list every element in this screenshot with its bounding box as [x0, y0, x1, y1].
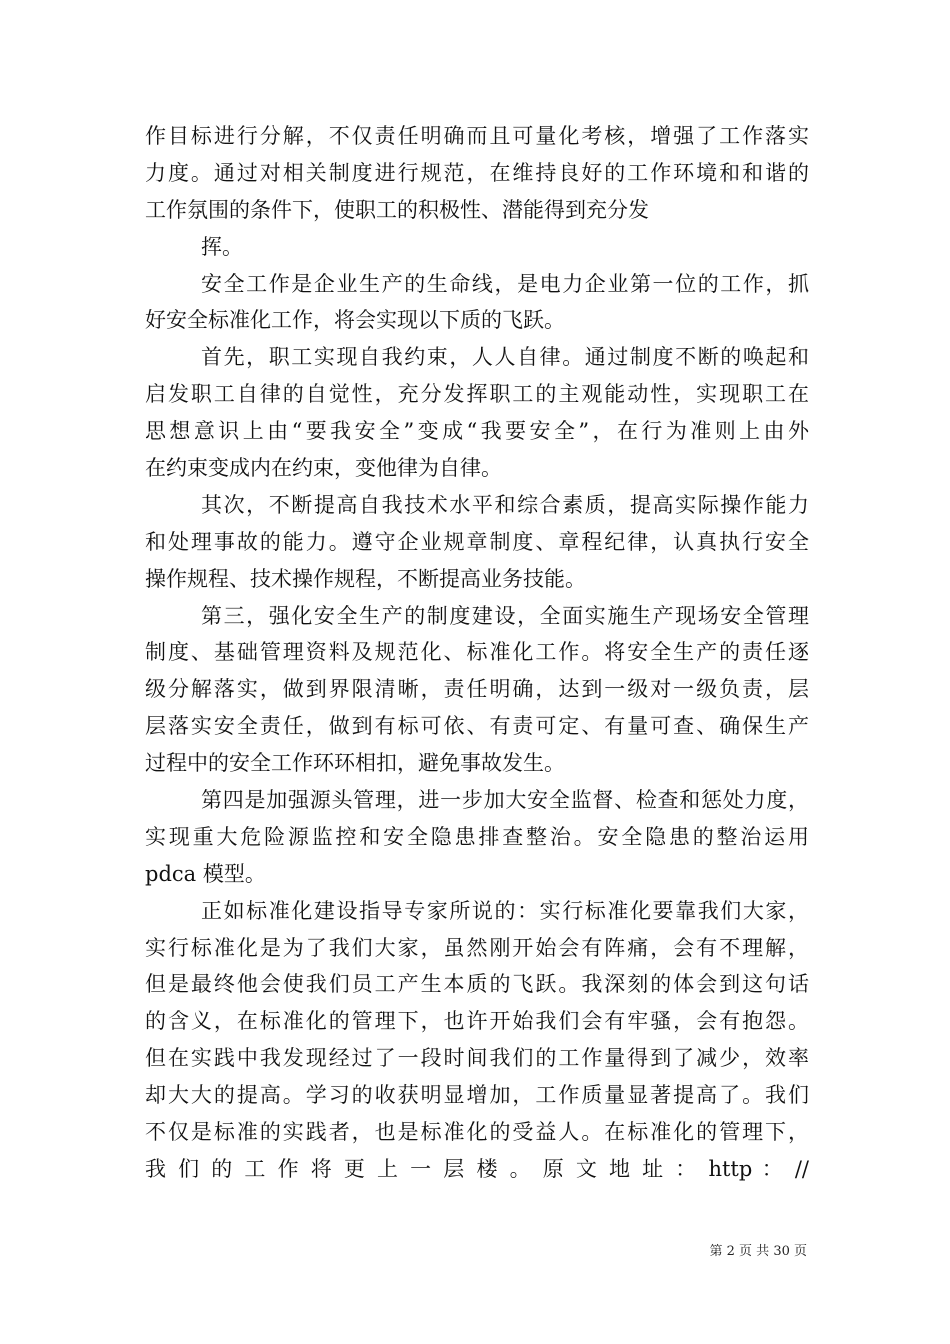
text-line: 第三，强化安全生产的制度建设，全面实施生产现场安全管理	[201, 603, 809, 628]
text-line: pdca 模型。	[145, 861, 266, 886]
text-line: 正如标准化建设指导专家所说的：实行标准化要靠我们大家，	[201, 898, 809, 923]
text-line: 但是最终他会使我们员工产生本质的飞跃。我深刻的体会到这句话	[145, 972, 809, 997]
text-line: 的含义，在标准化的管理下，也许开始我们会有牢骚，会有抱怨。	[145, 1009, 809, 1034]
text-line: 启发职工自律的自觉性，充分发挥职工的主观能动性，实现职工在	[145, 382, 809, 407]
text-line: 层落实安全责任，做到有标可依、有责可定、有量可查、确保生产	[145, 714, 809, 739]
text-line: 其次，不断提高自我技术水平和综合素质，提高实际操作能力	[201, 492, 809, 517]
text-line: 过程中的安全工作环环相扣，避免事故发生。	[145, 751, 565, 776]
text-line: 不仅是标准的实践者，也是标准化的受益人。在标准化的管理下，	[145, 1120, 809, 1145]
text-line: 第四是加强源头管理，进一步加大安全监督、检查和惩处力度，	[201, 788, 809, 813]
text-line: 安全工作是企业生产的生命线，是电力企业第一位的工作，抓	[201, 271, 809, 296]
text-line: 挥。	[201, 234, 243, 259]
text-line: 工作氛围的条件下，使职工的积极性、潜能得到充分发	[145, 197, 649, 222]
text-line: 制度、基础管理资料及规范化、标准化工作。将安全生产的责任逐	[145, 640, 809, 665]
text-line: 力度。通过对相关制度进行规范，在维持良好的工作环境和和谐的	[145, 160, 809, 185]
text-line: 操作规程、技术操作规程，不断提高业务技能。	[145, 566, 586, 591]
text-line: 实行标准化是为了我们大家，虽然刚开始会有阵痛，会有不理解，	[145, 935, 809, 960]
text-line: 我 们 的 工 作 将 更 上 一 层 楼 。 原 文 地 址 ： http ： //	[145, 1156, 809, 1181]
text-line: 和处理事故的能力。遵守企业规章制度、章程纪律，认真执行安全	[145, 529, 809, 554]
text-line: 级分解落实，做到界限清晰，责任明确，达到一级对一级负责，层	[145, 677, 809, 702]
text-line: 但在实践中我发现经过了一段时间我们的工作量得到了减少，效率	[145, 1046, 809, 1071]
text-line: 作目标进行分解，不仅责任明确而且可量化考核，增强了工作落实	[145, 124, 809, 148]
text-line: 在约束变成内在约束，变他律为自律。	[145, 456, 502, 481]
text-line: 思想意识上由“要我安全”变成“我要安全”，在行为准则上由外	[145, 419, 809, 444]
document-body	[145, 118, 809, 1188]
page-number: 第 2 页 共 30 页	[709, 1244, 807, 1259]
text-line: 却大大的提高。学习的收获明显增加，工作质量显著提高了。我们	[145, 1083, 809, 1108]
text-line: 好安全标准化工作，将会实现以下质的飞跃。	[145, 308, 565, 333]
text-line: 首先，职工实现自我约束，人人自律。通过制度不断的唤起和	[201, 345, 809, 370]
text-line: 实现重大危险源监控和安全隐患排查整治。安全隐患的整治运用	[145, 824, 809, 849]
